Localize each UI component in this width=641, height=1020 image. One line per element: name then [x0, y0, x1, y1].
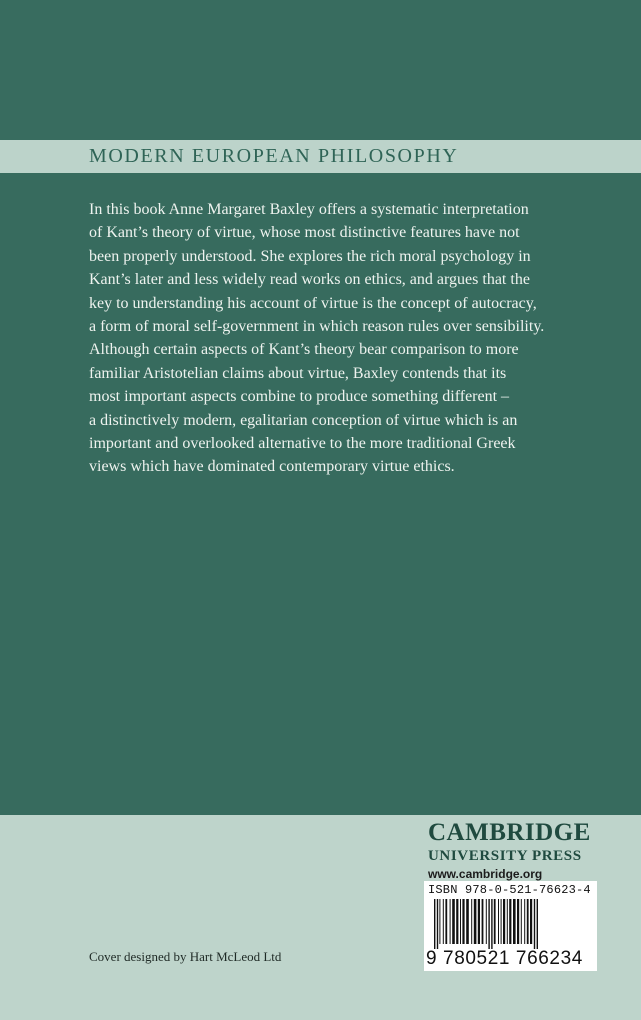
blurb-line: key to understanding his account of virtue is the concept of autocracy,	[89, 294, 537, 312]
publisher-press: UNIVERSITY PRESS	[428, 848, 582, 864]
barcode-bar	[501, 899, 502, 944]
blurb-line: In this book Anne Margaret Baxley offers a systematic interpretation	[89, 201, 529, 218]
blurb-line: Although certain aspects of Kant’s theory bear comparison to more	[89, 341, 519, 359]
barcode-bar	[527, 899, 529, 944]
blurb-line: of Kant’s theory of virtue, whose most distinctive features have not	[89, 224, 520, 242]
barcode-bar	[437, 899, 438, 949]
blurb-line: views which have dominated contemporary virtue ethics.	[89, 458, 455, 476]
cover-credit: Cover designed by Hart McLeod Ltd	[89, 949, 282, 964]
blurb-line: most important aspects combine to produce something different –	[89, 388, 510, 406]
publisher-name: CAMBRIDGE	[428, 819, 591, 846]
blurb-line: familiar Aristotelian claims about virtue, Baxley contends that its	[89, 364, 507, 382]
bottom-band	[0, 815, 641, 1020]
barcode-bar	[517, 899, 519, 944]
barcode-bar	[471, 899, 472, 944]
barcode-bar	[521, 899, 522, 944]
publisher-logo	[428, 819, 596, 882]
barcode-bar	[439, 899, 440, 944]
barcode-bar	[491, 899, 492, 949]
blurb-line: Kant’s later and less widely read works on ethics, and argues that the	[89, 271, 530, 289]
barcode-bar	[460, 899, 461, 944]
barcode-bar	[445, 899, 447, 944]
series-title: MODERN EUROPEAN PHILOSOPHY	[89, 145, 459, 167]
barcode-bar	[474, 899, 477, 944]
barcode-bars	[432, 899, 590, 949]
barcode-bar	[434, 899, 435, 949]
cover-top-panel	[0, 0, 641, 140]
barcode-bar	[524, 899, 525, 944]
barcode-digits: 9 780521 766234	[426, 948, 583, 969]
barcode-bar	[486, 899, 487, 944]
barcode-bar	[530, 899, 532, 944]
isbn-barcode	[424, 881, 597, 971]
blurb-line: been properly understood. She explores the rich moral psychology in	[89, 247, 531, 265]
barcode-bar	[443, 899, 444, 944]
barcode-bar	[478, 899, 480, 944]
barcode-bar	[482, 899, 484, 944]
publisher-url[interactable]: www.cambridge.org	[428, 867, 543, 881]
blurb-line: a form of moral self-government in which reason rules over sensibility.	[89, 318, 545, 336]
barcode-bar	[509, 899, 511, 944]
blurb	[89, 198, 559, 479]
barcode-bar	[537, 899, 538, 949]
barcode-bar	[494, 899, 496, 944]
barcode-bar	[462, 899, 464, 944]
barcode-bar	[450, 899, 451, 944]
blurb-line: a distinctively modern, egalitarian conception of virtue which is an	[89, 411, 518, 429]
series-band	[0, 140, 641, 173]
barcode-bar	[507, 899, 508, 944]
barcode-bar	[488, 899, 489, 949]
barcode-bar	[452, 899, 455, 944]
barcode-bar	[503, 899, 505, 944]
blurb-line: important and overlooked alternative to the more traditional Greek	[89, 435, 516, 453]
isbn-label: ISBN 978-0-521-76623-4	[428, 883, 591, 897]
barcode-bar	[498, 899, 499, 944]
barcode-bar	[456, 899, 458, 944]
barcode-bar	[513, 899, 516, 944]
barcode-bar	[534, 899, 535, 949]
barcode-bar	[466, 899, 469, 944]
